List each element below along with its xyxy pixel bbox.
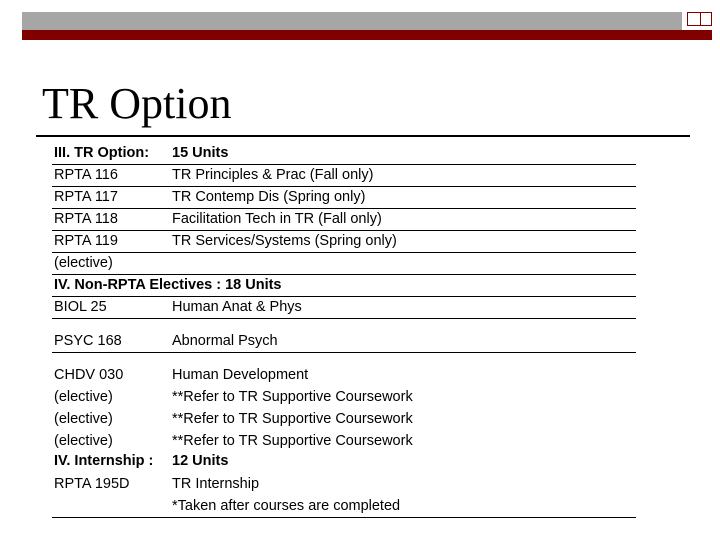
row-desc: **Refer to TR Supportive Coursework bbox=[172, 411, 413, 427]
row-desc: **Refer to TR Supportive Coursework bbox=[172, 433, 413, 449]
row-code: RPTA 117 bbox=[54, 189, 118, 205]
row-code: IV. Internship : bbox=[54, 453, 154, 469]
table-row bbox=[52, 252, 636, 275]
row-desc: 15 Units bbox=[172, 145, 229, 161]
row-code: (elective) bbox=[54, 389, 113, 405]
row-desc: *Taken after courses are completed bbox=[172, 498, 401, 514]
row-desc: 12 Units bbox=[172, 453, 229, 469]
row-desc: TR Services/Systems (Spring only) bbox=[172, 233, 397, 249]
row-desc: TR Internship bbox=[172, 476, 260, 492]
table-row bbox=[52, 450, 636, 472]
table-row bbox=[52, 186, 636, 209]
row-code: RPTA 116 bbox=[54, 167, 118, 183]
table-row bbox=[52, 164, 636, 187]
row-desc: TR Principles & Prac (Fall only) bbox=[172, 167, 374, 183]
table-row bbox=[52, 330, 636, 353]
table-row bbox=[52, 386, 636, 408]
row-code: III. TR Option: bbox=[54, 145, 150, 161]
row-desc: Human Anat & Phys bbox=[172, 299, 302, 315]
table-row bbox=[52, 473, 636, 495]
row-desc: Human Development bbox=[172, 367, 309, 383]
header-square-2 bbox=[700, 12, 712, 26]
table-row bbox=[52, 274, 636, 297]
title-underline bbox=[36, 135, 690, 137]
row-code: BIOL 25 bbox=[54, 299, 107, 315]
table-row bbox=[52, 142, 636, 165]
table-row bbox=[52, 296, 636, 319]
header-gray-bar bbox=[22, 12, 682, 30]
row-code: PSYC 168 bbox=[54, 333, 122, 349]
row-code: (elective) bbox=[54, 255, 113, 271]
header-red-bar bbox=[22, 30, 712, 40]
table-row bbox=[52, 230, 636, 253]
row-code: RPTA 119 bbox=[54, 233, 118, 249]
row-desc: Abnormal Psych bbox=[172, 333, 278, 349]
row-code: RPTA 195D bbox=[54, 476, 130, 492]
row-code: CHDV 030 bbox=[54, 367, 124, 383]
slide-title: TR Option bbox=[42, 79, 232, 128]
row-code: (elective) bbox=[54, 433, 113, 449]
table-row bbox=[52, 408, 636, 430]
row-code: IV. Non-RPTA Electives : 18 Units bbox=[54, 277, 282, 293]
row-code: RPTA 118 bbox=[54, 211, 118, 227]
row-desc: TR Contemp Dis (Spring only) bbox=[172, 189, 366, 205]
row-desc: **Refer to TR Supportive Coursework bbox=[172, 389, 413, 405]
row-desc: Facilitation Tech in TR (Fall only) bbox=[172, 211, 382, 227]
header-square-1 bbox=[687, 12, 701, 26]
table-row bbox=[52, 495, 636, 518]
table-row bbox=[52, 364, 636, 386]
row-code: (elective) bbox=[54, 411, 113, 427]
table-row bbox=[52, 208, 636, 231]
table-row bbox=[52, 430, 636, 452]
